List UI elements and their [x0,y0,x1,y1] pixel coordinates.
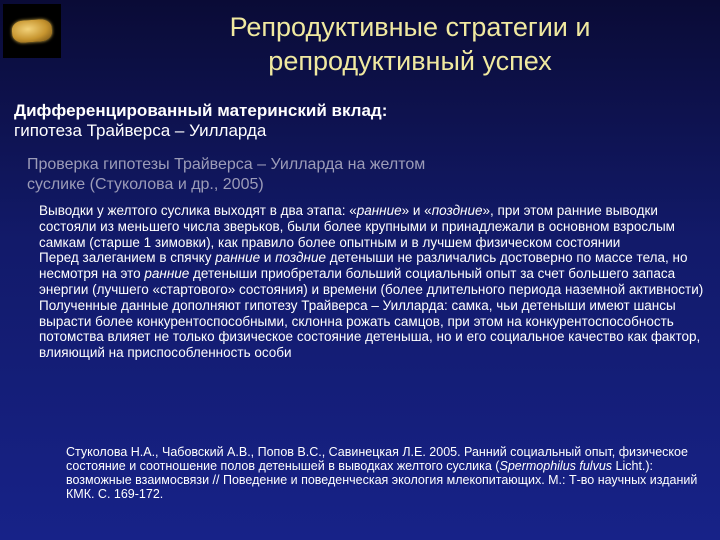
logo-image [11,19,52,44]
text-span: Стуколова Н.А., Чабовский А.В., Попов В.С., Савинецкая Л.Е. 2005. Ранний социальный опыт, физическое состояние и соотношение полов детенышей в выводках желтого суслика ( [66,445,688,473]
text-span: Перед залеганием в спячку [39,250,216,266]
body-text [39,203,704,361]
section-heading-line-2: суслике (Стуколова и др., 2005) [27,176,264,193]
italic-term: ранние [356,203,402,218]
italic-term: поздние [431,203,483,218]
text-span: », при этом ранние выводки состояли из меньшего числа зверьков, были более крупными и принадлежали в основном взрослым самкам (старше 1 зимовки), как правило более опытным и в лучшем физическом состоянии [39,203,675,250]
reference-text [66,445,706,501]
section-heading-line-1: Проверка гипотезы Трайверса – Уилларда на желтом [27,156,426,173]
text-span: детеныши приобретали больший социальный опыт за счет большего запаса энергии (лучшего «стартового» состояния) и времени (более длительного периода наземной активности) [39,266,704,297]
reference [66,445,706,501]
paragraph-3: Полученные данные дополняют гипотезу Трайверса – Уилларда: самка, чьи детеныши имеют шансы вырасти более конкурентоспособными, склонна рожать самцов, при этом на конкурентоспособность потомства влияет не только физическое состояние детеныша, но и его социальное качество как фактор, влияющий на приспособленность особи [39,297,701,361]
text-span: Licht.): возможные взаимосвязи // Поведение и поведенческая экология млекопитающих. М.: Т-во научных изданий КМК. С. 169-172. [66,459,698,501]
section-heading [27,155,707,195]
title-line-2: репродуктивный успех [268,46,552,76]
italic-term: ранние [215,250,261,266]
paragraph-2 [39,250,704,297]
slide-subtitle [14,101,714,141]
subtitle-bold: Дифференцированный материнский вклад: [14,101,388,120]
subtitle-normal: гипотеза Трайверса – Уилларда [14,121,267,140]
italic-term: ранние [144,266,190,282]
text-span: Выводки у желтого суслика выходят в два этапа: « [39,203,357,218]
paragraph-1 [39,203,704,250]
italic-term: поздние [275,250,326,266]
title-line-1: Репродуктивные стратегии и [229,12,591,42]
text-span: и [260,250,276,266]
species-name: Spermophilus fulvus [499,459,613,473]
text-span: детеныши не различались достоверно по массе тела, но несмотря на это [39,250,688,282]
slide-title [110,10,710,78]
logo [3,4,61,58]
text-span: » и « [401,203,432,218]
